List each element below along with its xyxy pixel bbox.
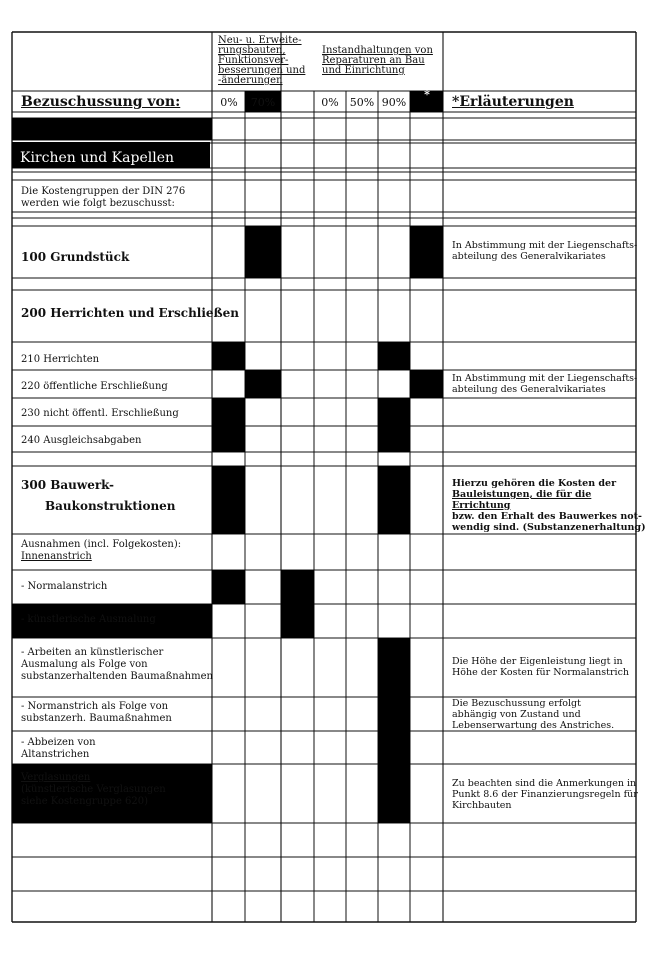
filled-cell	[281, 604, 314, 638]
note-line: Lebenserwartung des Anstriches.	[452, 720, 615, 731]
pct-new-70: 70%	[250, 96, 276, 109]
note-line: Höhe der Kosten für Normalanstrich	[452, 667, 630, 678]
page-title: Bezuschussung von:	[21, 94, 181, 110]
norm-paint-line: substanzerh. Baumaßnahmen	[21, 713, 172, 724]
filled-cell	[410, 226, 443, 278]
note-line: In Abstimmung mit der Liegenschafts-	[452, 373, 638, 384]
filled-cell	[212, 398, 245, 426]
col-group-new-construction	[218, 36, 305, 86]
note-glazing	[452, 778, 638, 811]
note-line: abhängig von Zustand und	[452, 709, 581, 720]
exceptions-line: Ausnahmen (incl. Folgekosten):	[21, 539, 182, 550]
note-line: Punkt 8.6 der Finanzierungsregeln für	[452, 789, 638, 800]
filled-cell	[245, 370, 281, 398]
row-label-glazing	[21, 772, 166, 808]
notes-title: *Erläuterungen	[452, 94, 574, 110]
star-mark: *	[424, 88, 430, 101]
filled-cell	[212, 426, 245, 452]
glazing-line: siehe Kostengruppe 620)	[21, 796, 149, 807]
row-label-artistic-work	[21, 647, 213, 683]
intro-text	[21, 186, 185, 210]
filled-cell	[378, 398, 410, 426]
col-group-line: besserungen und	[218, 65, 306, 76]
paint-stripping-line: Altanstrichen	[21, 749, 90, 760]
row-label-artistic-painting: - künstlerische Ausmalung	[21, 614, 156, 625]
row-label-300-a: 300 Bauwerk-	[21, 478, 114, 492]
note-300	[452, 478, 650, 533]
glazing-line: (künstlerische Verglasungen	[21, 784, 166, 795]
note-line: abteilung des Generalvikariates	[452, 251, 606, 262]
filled-cell	[245, 226, 281, 278]
row-label-240: 240 Ausgleichsabgaben	[21, 435, 142, 446]
note-line: In Abstimmung mit der Liegenschafts-	[452, 240, 638, 251]
col-group-line: Funktionsver-	[218, 55, 289, 66]
col-group-line: Reparaturen an Bau	[322, 55, 425, 66]
filled-cell	[378, 342, 410, 370]
artistic-work-line: Ausmalung als Folge von	[21, 659, 148, 670]
pct-maint-90: 90%	[381, 96, 407, 109]
row-label-300-b: Baukonstruktionen	[45, 499, 176, 513]
col-group-line: und Einrichtung	[322, 65, 405, 76]
row-label-230: 230 nicht öffentl. Erschließung	[21, 408, 179, 419]
note-100	[452, 240, 637, 262]
note-line: Die Bezuschussung erfolgt	[452, 698, 581, 709]
exceptions-line: Innenanstrich	[21, 551, 92, 562]
artistic-work-line: substanzerhaltenden Baumaßnahmen	[21, 671, 213, 682]
col-group-line: Neu- u. Erweite-	[218, 35, 302, 46]
pct-maint-0: 0%	[321, 96, 339, 109]
paint-stripping-line: - Abbeizen von	[21, 737, 96, 748]
filled-cell	[410, 370, 443, 398]
row-label-normal-paint: - Normalanstrich	[21, 581, 108, 592]
norm-paint-line: - Normanstrich als Folge von	[21, 701, 169, 712]
filled-cell	[212, 466, 245, 534]
note-artistic-work	[452, 656, 629, 678]
filled-cell	[378, 426, 410, 452]
filled-cell	[12, 118, 212, 140]
intro-line: Die Kostengruppen der DIN 276	[21, 186, 186, 197]
note-line: Zu beachten sind die Anmerkungen in	[452, 778, 637, 789]
row-label-100: 100 Grundstück	[21, 250, 130, 264]
row-label-210: 210 Herrichten	[21, 354, 100, 365]
col-group-line: -änderungen	[218, 75, 283, 86]
note-line: Bauleistungen, die für die Errichtung	[452, 489, 592, 511]
note-line: Hierzu gehören die Kosten der	[452, 478, 617, 489]
note-line: abteilung des Generalvikariates	[452, 384, 606, 395]
glazing-line: Verglasungen	[21, 772, 91, 783]
row-label-200: 200 Herrichten und Erschließen	[21, 306, 240, 320]
note-line: Die Höhe der Eigenleistung liegt in	[452, 656, 623, 667]
note-220	[452, 373, 637, 395]
filled-cell	[212, 570, 245, 604]
filled-cell	[378, 466, 410, 534]
row-label-exceptions	[21, 539, 181, 563]
note-line: Kirchbauten	[452, 800, 512, 811]
filled-cell	[378, 638, 410, 823]
section-band-churches: Kirchen und Kapellen	[12, 142, 210, 168]
artistic-work-line: - Arbeiten an künstlerischer	[21, 647, 164, 658]
col-group-line: rungsbauten,	[218, 45, 286, 56]
col-group-maintenance	[322, 46, 433, 76]
note-norm-paint	[452, 698, 614, 731]
col-group-line: Instandhaltungen von	[322, 45, 433, 56]
row-label-paint-stripping	[21, 737, 96, 761]
pct-new-0: 0%	[220, 96, 238, 109]
pct-maint-50: 50%	[349, 96, 375, 109]
filled-cell	[212, 342, 245, 370]
row-label-220: 220 öffentliche Erschließung	[21, 381, 168, 392]
intro-line: werden wie folgt bezuschusst:	[21, 198, 175, 209]
filled-cell	[281, 570, 314, 604]
note-line: wendig sind. (Substanzenerhaltung)	[452, 522, 646, 533]
row-label-norm-paint-consequence	[21, 701, 172, 725]
note-line: bzw. den Erhalt des Bauwerkes not-	[452, 511, 642, 522]
